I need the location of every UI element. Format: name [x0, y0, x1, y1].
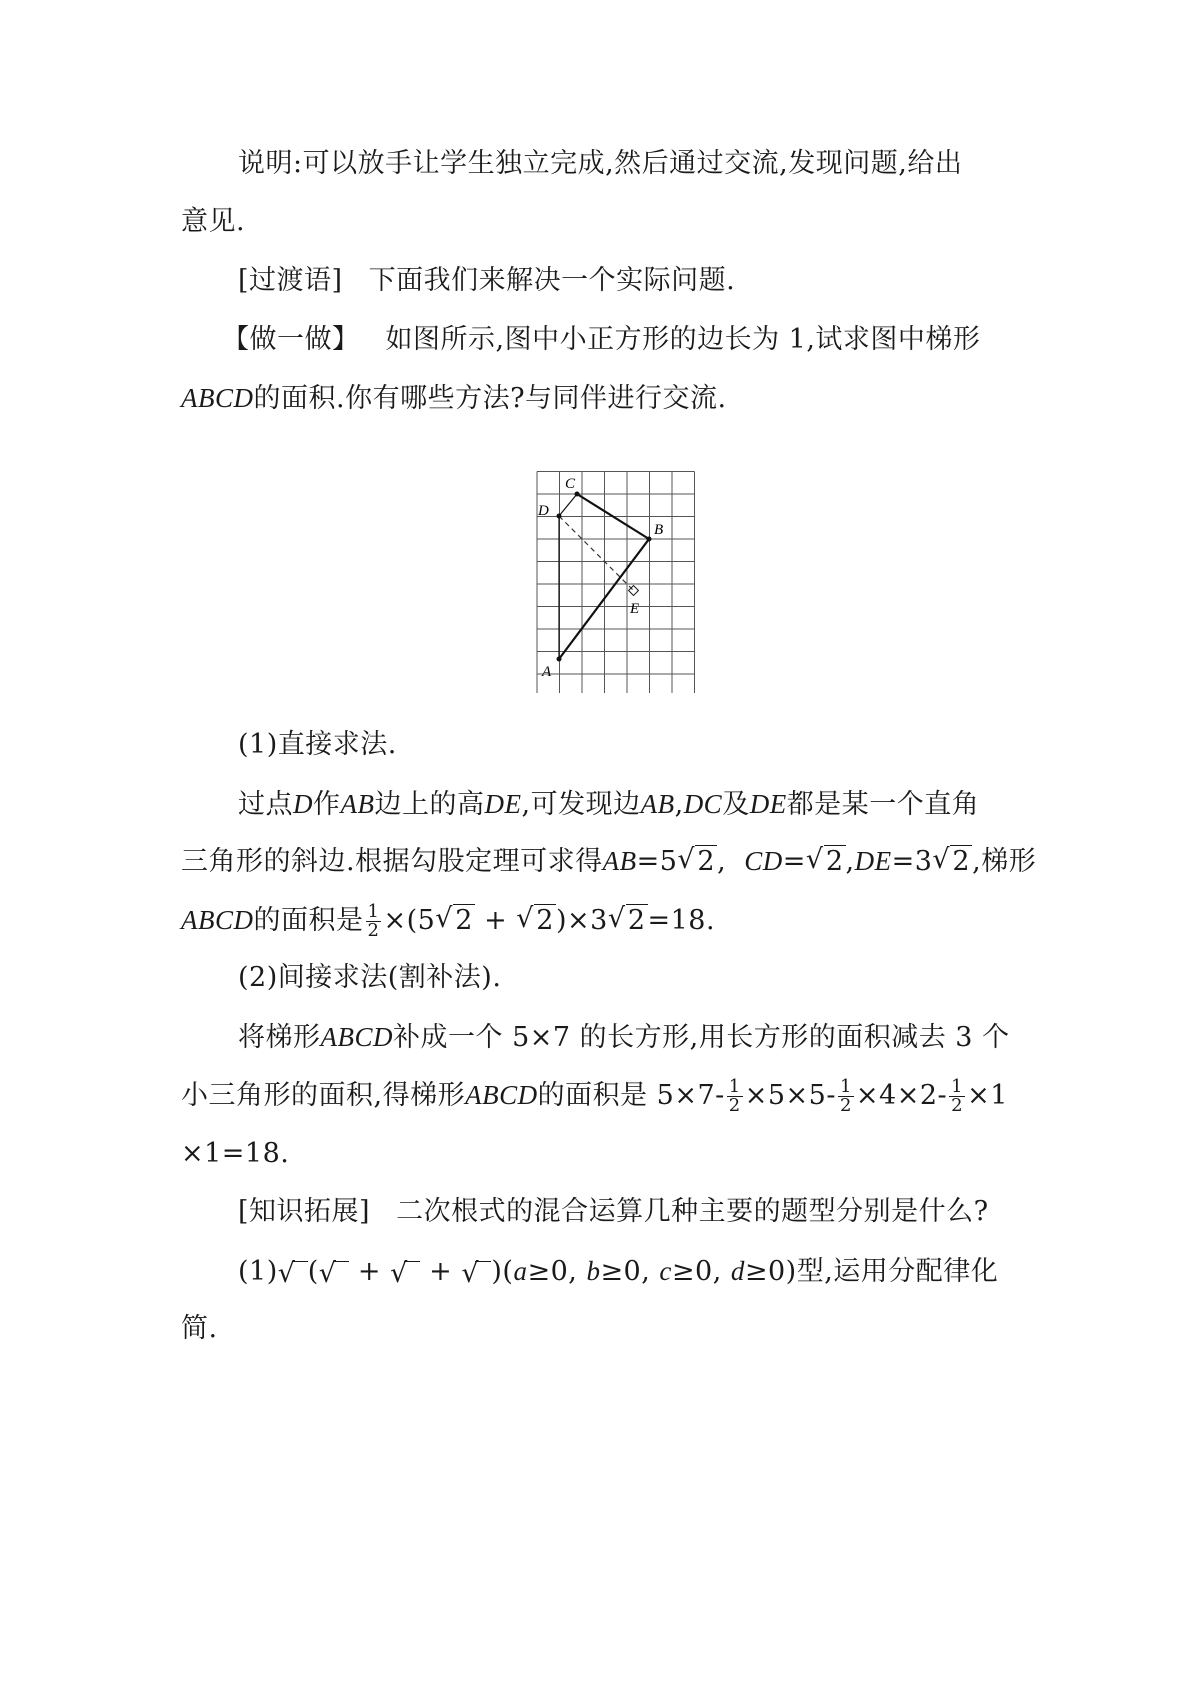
var-ab: AB — [640, 789, 675, 819]
label-c: C — [565, 476, 576, 492]
radicand: 2 — [627, 905, 646, 936]
numerator: 1 — [728, 1076, 741, 1097]
text: 的面积是 5×7- — [537, 1080, 725, 1111]
activity-line-2 — [181, 380, 727, 417]
text: ×4×2- — [855, 1080, 948, 1111]
text: ×1 — [967, 1080, 1008, 1111]
text: )×3 — [555, 905, 608, 936]
text: 边上的高 — [374, 789, 485, 820]
height-de-line — [559, 516, 634, 591]
var-cd: CD — [744, 846, 783, 876]
text: ×5×5- — [744, 1080, 836, 1111]
text: , — [674, 789, 684, 820]
var-b: b — [586, 1256, 601, 1286]
var-de: DE — [854, 846, 892, 876]
point-d — [557, 514, 562, 519]
text: ≥0)型,运用分配律化 — [744, 1256, 999, 1287]
activity-text-end: 的面积.你有哪些方法?与同伴进行交流. — [253, 383, 727, 414]
text: ≥0, — [527, 1256, 587, 1287]
type-1-line-1 — [238, 1253, 998, 1290]
empty-radical — [390, 1258, 420, 1288]
numerator: 1 — [367, 901, 380, 922]
var-d: d — [730, 1256, 745, 1286]
fraction — [727, 1078, 743, 1115]
text: ≥0, — [600, 1256, 660, 1287]
label-a: A — [542, 664, 552, 680]
radicand: 2 — [455, 905, 473, 936]
note-line-1 — [238, 146, 962, 182]
denominator: 2 — [951, 1095, 964, 1116]
method-2-heading — [238, 960, 501, 996]
var-dc: DC — [683, 789, 723, 819]
sqrt — [806, 844, 846, 880]
text: =18. — [647, 905, 716, 936]
var-c: c — [659, 1256, 672, 1286]
radicand: 2 — [697, 846, 716, 877]
numerator: 1 — [839, 1076, 852, 1097]
text: =5 — [636, 846, 678, 877]
radicand: 2 — [952, 846, 971, 877]
trapezoid-name: ABCD — [181, 905, 254, 935]
method-2-text: (2)间接求法(割补法). — [238, 962, 502, 993]
sqrt — [435, 903, 475, 939]
text: 小三角形的面积,得梯形 — [181, 1080, 466, 1111]
var-ab: AB — [340, 789, 375, 819]
sqrt — [516, 903, 556, 939]
text: ≥0, — [671, 1256, 731, 1287]
side-dc — [559, 494, 577, 516]
point-b — [647, 537, 652, 542]
text: (1) — [238, 1256, 278, 1287]
activity-tag: 【做一做】 — [222, 324, 360, 355]
text: ,可发现边 — [521, 789, 641, 820]
text: + — [348, 1256, 391, 1287]
label-e: E — [630, 601, 640, 617]
fraction — [949, 1078, 965, 1115]
text: )( — [491, 1256, 514, 1287]
text: 将梯形 — [238, 1022, 321, 1053]
empty-radical — [278, 1258, 308, 1288]
fraction — [366, 903, 382, 940]
empty-radical — [319, 1258, 349, 1288]
radicand: 2 — [536, 905, 554, 936]
text: ,梯形 — [972, 846, 1037, 877]
empty-radical — [461, 1258, 491, 1288]
sqrt — [677, 844, 717, 880]
var-d: D — [293, 789, 313, 819]
note-text: 说明:可以放手让学生独立完成,然后通过交流,发现问题,给出 — [238, 148, 963, 179]
note-text-end: 意见. — [181, 206, 246, 237]
method-2-line-3 — [181, 1136, 289, 1172]
method-1-text: (1)直接求法. — [238, 729, 397, 760]
transition-line — [238, 263, 735, 299]
text: ( — [307, 1256, 319, 1287]
text: 过点 — [238, 789, 293, 820]
method-1-line-1 — [238, 786, 979, 823]
point-a — [557, 657, 562, 662]
text: =3 — [891, 846, 933, 877]
var-ab: AB — [602, 846, 637, 876]
text: = — [782, 846, 806, 877]
denominator: 2 — [839, 1095, 852, 1116]
method-2-line-1 — [238, 1019, 1010, 1056]
extension-text: 二次根式的混合运算几种主要的题型分别是什么? — [396, 1196, 989, 1227]
trapezoid-name: ABCD — [181, 383, 254, 413]
point-c — [575, 492, 580, 497]
text: 及 — [722, 789, 750, 820]
denominator: 2 — [367, 920, 380, 941]
denominator: 2 — [728, 1095, 741, 1116]
fraction — [838, 1078, 854, 1115]
method-1-line-2 — [181, 843, 1036, 880]
var-a: a — [513, 1256, 528, 1286]
text: + — [474, 905, 517, 936]
text: 的面积是 — [253, 905, 364, 936]
text: , — [845, 846, 855, 877]
label-d: D — [538, 503, 549, 519]
var-de: DE — [484, 789, 522, 819]
extension-line — [238, 1194, 989, 1230]
extension-tag: [知识拓展] — [238, 1196, 371, 1227]
grid-figure — [533, 468, 713, 693]
radicand: 2 — [825, 846, 844, 877]
method-1-line-3 — [181, 902, 715, 940]
activity-text: 如图所示,图中小正方形的边长为 1,试求图中梯形 — [385, 324, 981, 355]
method-1-heading — [238, 727, 397, 763]
sqrt — [932, 844, 972, 880]
activity-line-1 — [222, 322, 980, 358]
trapezoid-name: ABCD — [320, 1022, 393, 1052]
method-2-line-2 — [181, 1077, 1008, 1115]
text: 作 — [313, 789, 341, 820]
label-b: B — [654, 522, 664, 538]
transition-text: 下面我们来解决一个实际问题. — [368, 265, 736, 296]
note-line-2 — [181, 204, 245, 240]
transition-tag: [过渡语] — [238, 265, 343, 296]
numerator: 1 — [951, 1076, 964, 1097]
text: , — [717, 846, 727, 877]
var-de: DE — [749, 789, 787, 819]
text: ×(5 — [383, 905, 436, 936]
text: 简. — [181, 1313, 218, 1344]
trapezoid-name: ABCD — [465, 1080, 538, 1110]
type-1-line-2 — [181, 1311, 218, 1347]
sqrt — [608, 903, 648, 939]
text: + — [420, 1256, 462, 1287]
text: ×1=18. — [181, 1138, 290, 1169]
text: 补成一个 5×7 的长方形,用长方形的面积减去 3 个 — [393, 1022, 1010, 1053]
text: 三角形的斜边.根据勾股定理可求得 — [181, 846, 603, 877]
text: 都是某一个直角 — [786, 789, 980, 820]
